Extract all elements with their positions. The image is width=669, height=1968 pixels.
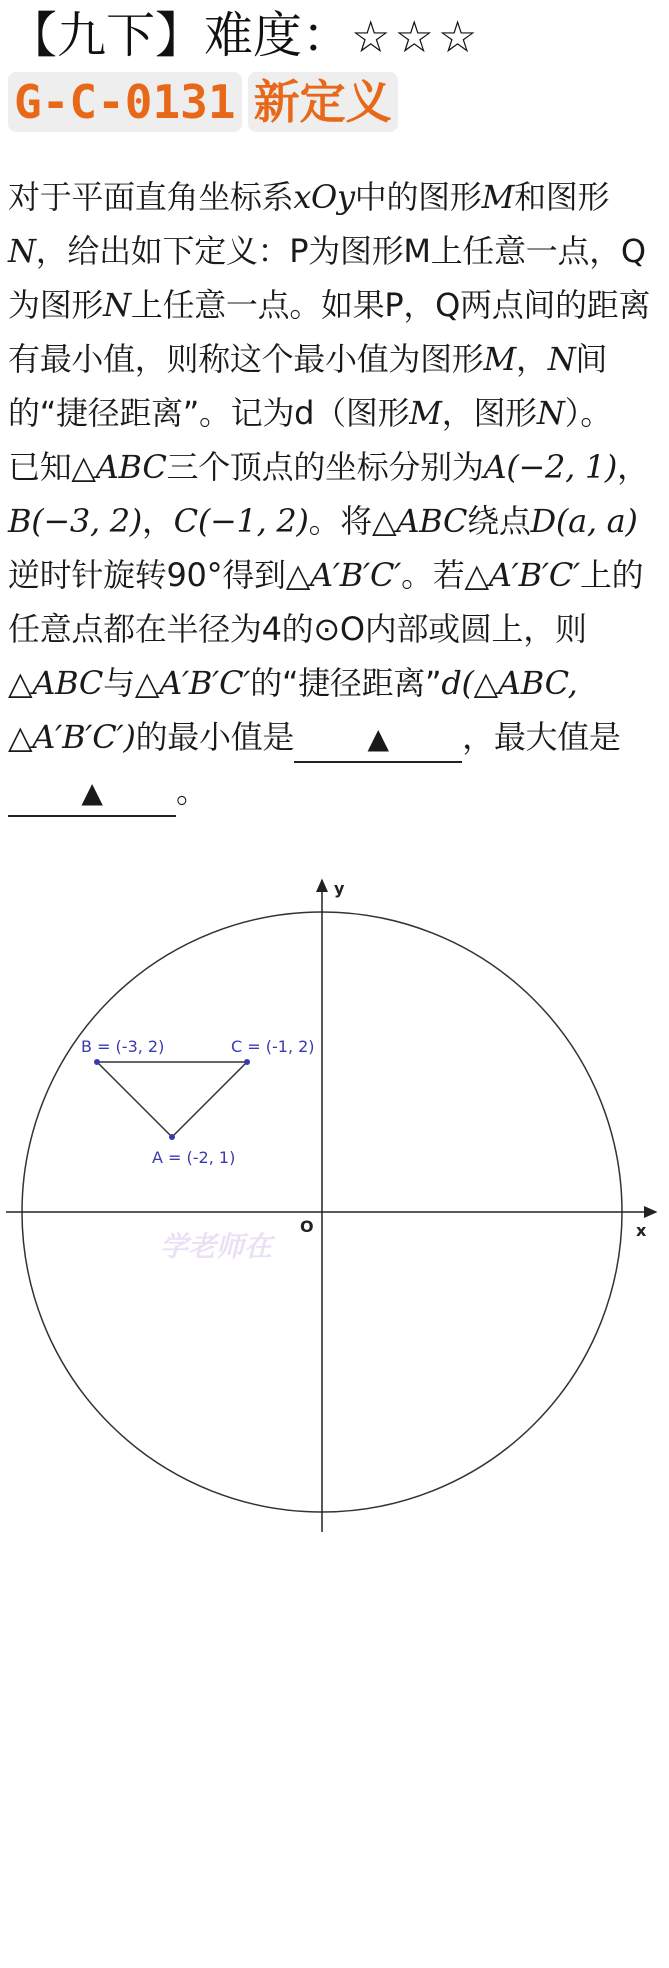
y-axis-label: y: [334, 879, 345, 898]
difficulty-label: 难度：: [204, 7, 352, 64]
coordinate-plane-svg: [0, 872, 669, 1552]
answer-blank-max[interactable]: ▲: [8, 771, 176, 817]
triangle-abc: [81, 1037, 315, 1167]
triangle-abc-outline: [97, 1062, 247, 1137]
difficulty-stars: ☆☆☆: [351, 12, 482, 63]
point-a: [169, 1134, 175, 1140]
point-b: [94, 1059, 100, 1065]
problem-text: [8, 170, 668, 818]
x-axis-label: x: [636, 1221, 647, 1240]
point-c: [244, 1059, 250, 1065]
problem-code-tag: G-C-0131: [8, 72, 242, 132]
point-b-label: B = (-3, 2): [81, 1037, 165, 1056]
origin-label: O: [300, 1217, 314, 1236]
problem-header: [8, 4, 663, 134]
answer-blank-min[interactable]: ▲: [294, 717, 462, 763]
grade-label: 【九下】: [8, 7, 205, 64]
problem-type-tag: 新定义: [248, 72, 398, 132]
point-c-label: C = (-1, 2): [231, 1037, 315, 1056]
question-paragraph: 已知△ABC三个顶点的坐标分别为A(−2, 1)，B(−3, 2)，C(−1, 2)。将△ABC绕点D(a, a)逆时针旋转90°得到△A′B′C′。若△A′B′C′上的任意点都在半径为4的⊙O内部或圆上，则△ABC与△A′B′C′的“捷径距离”d(△ABC, △A′B′C′)的最小值是 ▲ ，最大值是▲ 。: [8, 440, 668, 818]
point-a-label: A = (-2, 1): [152, 1148, 236, 1167]
watermark-text: 学老师在: [160, 1230, 273, 1263]
coordinate-figure: [0, 872, 669, 1556]
definition-paragraph: 对于平面直角坐标系xOy中的图形M和图形N，给出如下定义：P为图形M上任意一点，Q为图形N上任意一点。如果P，Q两点间的距离有最小值，则称这个最小值为图形M，N间的“捷径距离”。记为d（图形M，图形N）。: [8, 178, 651, 432]
